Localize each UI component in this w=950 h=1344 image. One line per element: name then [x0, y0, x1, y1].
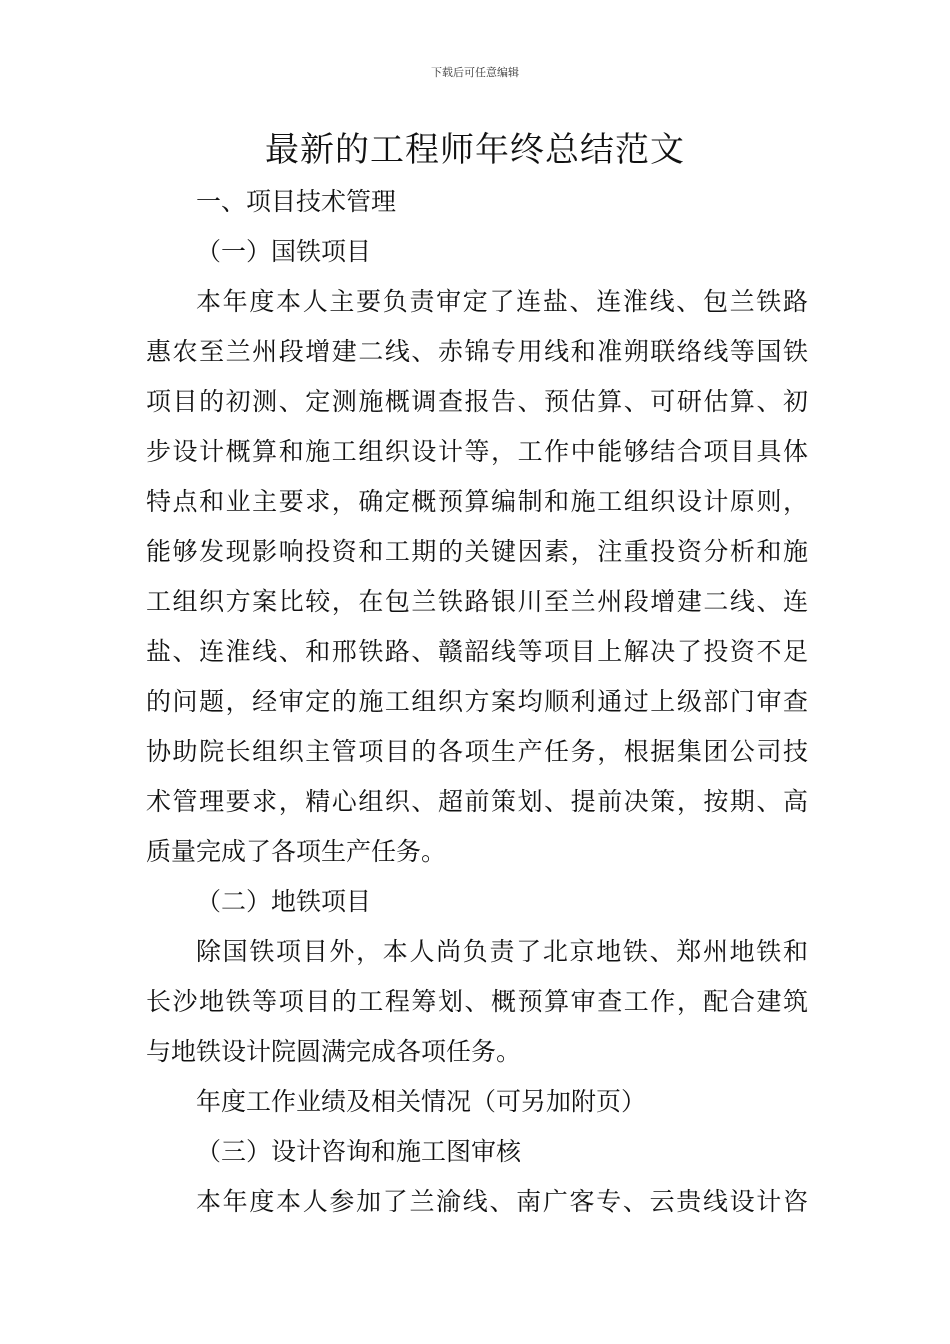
section-heading-1: 一、项目技术管理 — [196, 187, 397, 216]
subsection-heading-2: （二）地铁项目 — [196, 887, 372, 916]
paragraph-1-line-3: 项目的初测、定测施概调查报告、预估算、可研估算、初 — [146, 387, 808, 416]
document-title: 最新的工程师年终总结范文 — [265, 130, 685, 170]
document-body — [146, 177, 808, 1227]
paragraph-1-line-10: 协助院长组织主管项目的各项生产任务，根据集团公司技 — [146, 737, 808, 766]
header-note: 下载后可任意编辑 — [431, 66, 519, 79]
subsection-heading-1: （一）国铁项目 — [196, 237, 372, 266]
paragraph-1-line-4: 步设计概算和施工组织设计等，工作中能够结合项目具体 — [146, 437, 808, 466]
subsection-heading-3: （三）设计咨询和施工图审核 — [196, 1137, 522, 1166]
paragraph-1-line-12: 质量完成了各项生产任务。 — [146, 837, 447, 866]
paragraph-1-line-5: 特点和业主要求，确定概预算编制和施工组织设计原则， — [146, 487, 808, 516]
paragraph-1-line-7: 工组织方案比较，在包兰铁路银川至兰州段增建二线、连 — [146, 587, 808, 616]
paragraph-1-line-8: 盐、连淮线、和邢铁路、赣韶线等项目上解决了投资不足 — [146, 637, 808, 666]
paragraph-3-line-1: 本年度本人参加了兰渝线、南广客专、云贵线设计咨 — [196, 1187, 808, 1216]
paragraph-2-line-3: 与地铁设计院圆满完成各项任务。 — [146, 1037, 522, 1066]
performance-note-line: 年度工作业绩及相关情况（可另加附页） — [196, 1087, 647, 1116]
paragraph-2-line-2: 长沙地铁等项目的工程筹划、概预算审查工作，配合建筑 — [146, 987, 808, 1016]
paragraph-1-line-9: 的问题，经审定的施工组织方案均顺利通过上级部门审查 — [146, 687, 808, 716]
paragraph-1-line-6: 能够发现影响投资和工期的关键因素，注重投资分析和施 — [146, 537, 808, 566]
paragraph-1-line-11: 术管理要求，精心组织、超前策划、提前决策，按期、高 — [146, 787, 808, 816]
paragraph-2-line-1: 除国铁项目外，本人尚负责了北京地铁、郑州地铁和 — [196, 937, 808, 966]
paragraph-1-line-1: 本年度本人主要负责审定了连盐、连淮线、包兰铁路 — [196, 287, 808, 316]
paragraph-1-line-2: 惠农至兰州段增建二线、赤锦专用线和准朔联络线等国铁 — [146, 337, 808, 366]
